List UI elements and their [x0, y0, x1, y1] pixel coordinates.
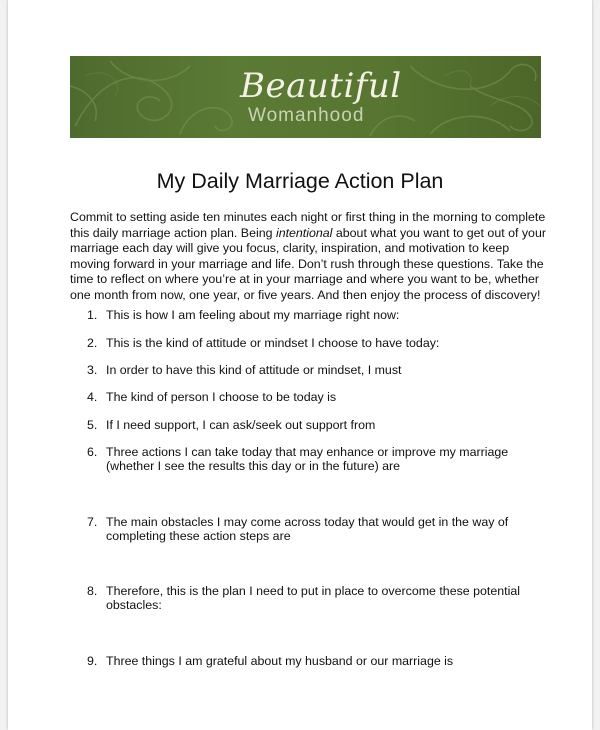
brand-logo-sub: Womanhood	[248, 105, 365, 126]
list-item-text: In order to have this kind of attitude or mindset, I must	[106, 363, 402, 377]
page-title: My Daily Marriage Action Plan	[156, 169, 444, 193]
list-item-number: 9.	[87, 654, 98, 668]
list-item-text: This is the kind of attitude or mindset I choose to have today:	[106, 336, 440, 350]
intro-paragraph	[70, 210, 548, 304]
header-banner	[70, 56, 541, 138]
list-item-number: 7.	[87, 515, 98, 529]
list-item-text: Three things I am grateful about my husband or our marriage is	[106, 654, 454, 668]
list-item-number: 6.	[87, 445, 98, 459]
intro-emphasis: intentional	[275, 225, 333, 240]
brand-logo-main: Beautiful	[240, 66, 402, 106]
list-item-text: The kind of person I choose to be today is	[106, 390, 337, 404]
list-item-number: 5.	[87, 418, 98, 432]
list-item-number: 2.	[87, 336, 98, 350]
list-item-number: 3.	[87, 363, 98, 377]
list-item-text: Therefore, this is the plan I need to put in place to overcome these potential obstacles:	[106, 584, 520, 612]
list-item-text: Three actions I can take today that may enhance or improve my marriage (whether I see the results this day or in the future) are	[106, 445, 509, 473]
intro-text-after: about what you want to get out of your marriage each day will give you focus, clarity, inspiration, and motivation to keep moving forward in your marriage and life. Don’t rush through these questions. Take the time to reflect on where you’re at in your marriage and where you want to be, whether one month from now, one year, or five years. And then enjoy the process of discovery!	[70, 225, 546, 302]
list-item-text: If I need support, I can ask/seek out support from	[106, 418, 376, 432]
list-item-number: 1.	[87, 308, 98, 322]
document-page	[8, 0, 592, 730]
list-item-number: 8.	[87, 584, 98, 598]
list-item-text: This is how I am feeling about my marriage right now:	[106, 308, 400, 322]
list-item-text: The main obstacles I may come across today that would get in the way of completing these action steps are	[106, 515, 509, 543]
intro-text-before: Commit to setting aside ten minutes each night or first thing in the morning to complete this daily marriage action plan. Being	[70, 210, 546, 240]
list-item-number: 4.	[87, 390, 98, 404]
